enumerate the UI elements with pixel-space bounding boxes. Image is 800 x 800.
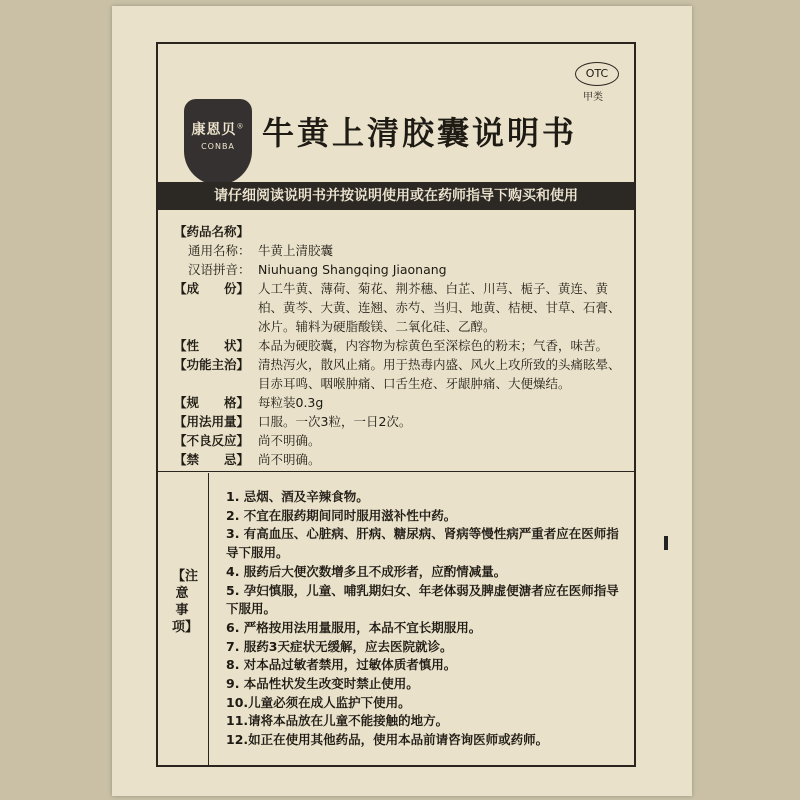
section-value: 清热泻火，散风止痛。用于热毒内盛、风火上攻所致的头痛眩晕、目赤耳鸣、咽喉肿痛、口舌生疮、牙龈肿痛、大便燥结。 [258,357,621,391]
brand-name-en: CONBA [201,142,235,151]
leaflet-header [158,44,634,181]
section-divider [158,471,634,472]
precaution-item: 12.如正在使用其他药品，使用本品前请咨询医师或药师。 [226,732,549,748]
section-value: Niuhuang Shangqing Jiaonang [258,262,447,277]
section-dosage [174,412,626,431]
section-indications [174,355,626,393]
section-label: 【功能主治】 [174,357,250,372]
precaution-item: 7. 服药3天症状无缓解，应去医院就诊。 [226,638,453,654]
section-generic-name [174,241,626,260]
section-pinyin [174,260,626,279]
section-appearance [174,336,626,355]
section-value: 本品为硬胶囊，内容物为棕黄色至深棕色的粉末；气香，味苦。 [258,338,609,353]
drug-info [174,222,626,469]
section-label: 汉语拼音： [188,262,251,277]
section-value: 尚不明确。 [258,433,321,448]
precaution-item: 1. 忌烟、酒及辛辣食物。 [226,489,369,504]
section-value: 人工牛黄、薄荷、菊花、荆芥穗、白芷、川芎、栀子、黄连、黄柏、黄芩、大黄、连翘、赤芍、当归、地黄、桔梗、甘草、石膏、冰片。辅料为硬脂酸镁、二氧化硅、乙醇。 [258,281,621,334]
section-drug-name [174,222,626,241]
section-label: 【不良反应】 [174,433,250,448]
section-label: 【性 状】 [174,338,250,353]
precaution-item: 3. 有高血压、心脏病、肝病、糖尿病、肾病等慢性病严重者应在医师指导下服用。 [226,526,619,561]
registered-mark: ® [236,122,245,131]
brand-logo [184,99,252,185]
section-value: 每粒装0.3g [258,395,324,410]
section-ingredients [174,279,626,336]
section-label: 【成 份】 [174,281,250,296]
section-label: 【禁 忌】 [174,452,250,467]
section-value: 尚不明确。 [258,452,321,467]
brand-name-cn: 康恩贝 [191,122,237,138]
section-label: 【用法用量】 [174,414,250,429]
section-label: 通用名称： [188,243,251,258]
section-label: 【药品名称】 [174,224,250,239]
edge-mark [664,536,668,550]
section-contraindications [174,450,626,469]
otc-class: 甲类 [583,92,603,103]
precaution-item: 2. 不宜在服药期间同时服用滋补性中药。 [226,507,457,523]
otc-badge: OTC [575,62,619,86]
precautions-list [226,488,622,750]
section-value: 牛黄上清胶囊 [258,243,334,258]
notes-label: 【注意事项】 [172,569,199,635]
precaution-item: 4. 服药后大便次数增多且不成形者，应酌情减量。 [226,563,507,579]
precaution-item: 6. 严格按用法用量服用，本品不宜长期服用。 [226,619,482,635]
precaution-item: 10.儿童必须在成人监护下使用。 [226,694,411,710]
section-value: 口服。一次3粒，一日2次。 [258,414,412,429]
notes-column-divider [208,473,209,765]
leaflet-frame [156,42,636,767]
section-value [258,222,626,241]
section-specification [174,393,626,412]
precaution-item: 11.请将本品放在儿童不能接触的地方。 [226,713,449,729]
precaution-item: 5. 孕妇慎服，儿童、哺乳期妇女、年老体弱及脾虚便溏者应在医师指导下服用。 [226,582,619,617]
section-label: 【规 格】 [174,395,250,410]
section-adverse-reactions [174,431,626,450]
precaution-item: 8. 对本品过敏者禁用，过敏体质者慎用。 [226,657,457,673]
instruction-banner: 请仔细阅读说明书并按说明使用或在药师指导下购买和使用 [158,182,634,210]
document-title: 牛黄上清胶囊说明书 [262,114,578,152]
precaution-item: 9. 本品性状发生改变时禁止使用。 [226,676,419,692]
